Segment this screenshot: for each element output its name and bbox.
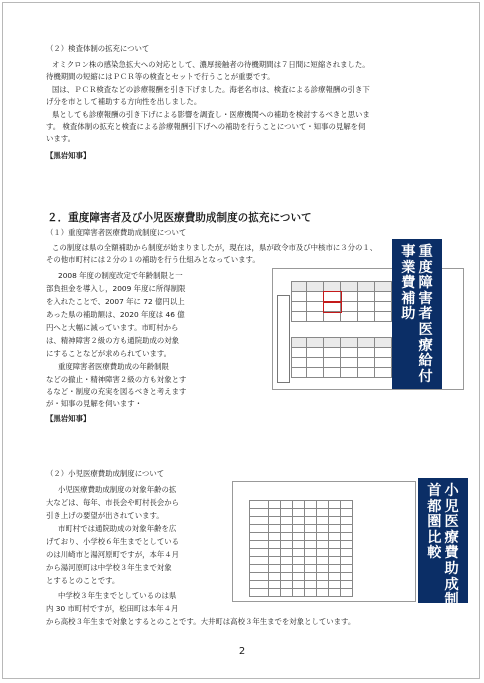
label-char: 補 (401, 290, 416, 307)
paragraph-line: 中学校３年生までとしているのは県 (58, 591, 177, 600)
label-column (444, 483, 459, 624)
label-char: 医 (444, 514, 459, 531)
paragraph-line: から湯河原町は中学校３年生まで対象 (46, 563, 172, 572)
label-char: 事 (401, 244, 416, 260)
paragraph-line: 待機期間の短縮にはＰＣＲ等の検査とセットで行うことが重要です。 (46, 72, 275, 81)
label-column (401, 245, 415, 383)
label-column (427, 484, 441, 597)
label-char: 給 (418, 353, 433, 370)
paragraph-line: 2008 年度の制度改定で年齢制限と一 (58, 271, 183, 280)
disability-figure-label (392, 239, 442, 389)
label-char: 療 (418, 337, 433, 354)
section-heading-inspection: （２）検査体制の拡充について (46, 44, 150, 53)
label-char: 較 (427, 545, 442, 562)
paragraph-line: あった県の補助額は、2020 年度は 46 億 (46, 310, 185, 319)
paragraph-line: げ分を市として補助する方向性を出しました。 (46, 97, 202, 106)
paragraph-line: 重度障害者医療費助成の年齢制限 (58, 362, 169, 371)
paragraph-line: います。 (46, 134, 75, 143)
child-medical-figure (232, 481, 416, 602)
paragraph-line: この制度は県の全額補助から制度が始まりましたが，現在は，県が政令市及び中核市に３分の１、 (52, 243, 378, 252)
label-char: 児 (444, 498, 459, 515)
paragraph-line: から高校３年生まで対象とするとのことです。大井町は高校３年生までを対象としています。 (46, 617, 356, 626)
label-char: 制 (444, 592, 459, 609)
paragraph-line: 引き上げの要望が出されています。 (46, 511, 164, 520)
respondent-tag: 【黒岩知事】 (46, 151, 91, 160)
label-char: 首 (427, 483, 442, 499)
paragraph-line: その他市町村には２分の１の補助を行う仕組みとなっています。 (46, 255, 260, 264)
label-char: 障 (418, 275, 433, 292)
label-char: 度 (444, 607, 459, 624)
label-char: 費 (444, 545, 459, 562)
label-char: 圏 (427, 514, 442, 531)
section-title: ２．重度障害者及び小児医療費助成制度の拡充について (47, 212, 312, 224)
paragraph-line: るなど・制度の充実を図るべきと考えます (46, 387, 187, 396)
label-char: 医 (418, 321, 433, 338)
paragraph-line: とするとのことです。 (46, 576, 120, 585)
paragraph-line: のは川崎市と湯河原町ですが，本年４月 (46, 550, 180, 559)
label-column (419, 245, 433, 383)
label-char: 療 (444, 529, 459, 546)
paragraph-line: は、精神障害２級の方も通院助成の対象 (46, 336, 180, 345)
paragraph-line: にすることなどが求められています。 (46, 349, 172, 358)
page-number: 2 (238, 646, 246, 657)
label-char: 付 (418, 368, 433, 385)
label-char: 都 (427, 498, 442, 515)
label-char: 助 (401, 306, 416, 323)
paragraph-line: 国は、ＰＣＲ検査などの診療報酬を引き下げました。海老名市は、検査による診療報酬の引き下 (52, 85, 370, 94)
label-char: 業 (401, 259, 416, 276)
paragraph-line: 県としても診療報酬の引き下げによる影響を調査し・医療機関への補助を検討するべきと思いま (52, 110, 370, 119)
child-figure-label (418, 478, 468, 624)
label-char: 成 (444, 576, 459, 593)
label-char: 小 (444, 483, 459, 499)
paragraph-line: す。 検査体制の拡充と検査による診療報酬引下げへの補助を行うことについて・知事の見解を伺 (46, 122, 366, 131)
paragraph-line: が・知事の見解を伺います・ (46, 399, 143, 408)
subsection-heading-child: （２）小児医療費助成制度について (46, 469, 165, 478)
label-char: 度 (418, 259, 433, 276)
figure-comparison-table (249, 500, 353, 597)
label-char: 者 (418, 306, 433, 323)
paragraph-line: などの撤止・精神障害２級の方も対象とす (46, 375, 187, 384)
label-char: 比 (427, 529, 442, 546)
paragraph-line: 部負担金を導入し，2009 年度に所得制限 (46, 284, 186, 293)
respondent-tag: 【黒岩知事】 (46, 414, 91, 423)
paragraph-line: を入れたことで、2007 年に 72 億円以上 (46, 297, 185, 306)
paragraph-line: 内 30 市町村ですが，松田町は本年４月 (46, 604, 179, 613)
figure-side-box (277, 295, 290, 383)
label-char: 重 (418, 244, 433, 260)
paragraph-line: 市町村では通院助成の対象年齢を広 (58, 524, 177, 533)
paragraph-line: 円へと大幅に減っています。市町村から (46, 323, 179, 332)
label-char: 助 (444, 560, 459, 577)
paragraph-line: 大などは、毎年、市長会や町村長会から (46, 498, 180, 507)
label-char: 害 (418, 290, 433, 307)
subsection-heading-disability: （１）重度障害者医療費助成制度について (46, 228, 187, 237)
paragraph-line: オミクロン株の感染急拡大への対応として、濃厚接触者の待機期間は７日間に短縮されました。 (52, 60, 370, 69)
label-char: 費 (401, 275, 416, 292)
paragraph-line: 小児医療費助成制度の対象年齢の拡 (58, 485, 177, 494)
paragraph-line: げており、小学校６年生までとしている (46, 537, 180, 546)
